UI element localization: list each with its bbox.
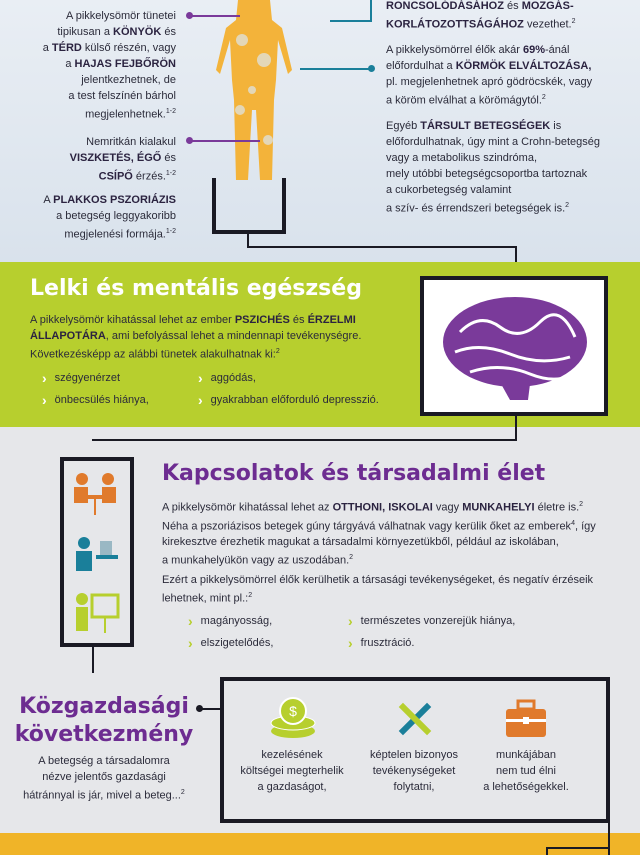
body-symptoms-section	[0, 0, 640, 262]
connector-line	[546, 847, 548, 855]
econ-item-cost: kezelésének költségei megterhelik a gazdaságot,	[240, 749, 344, 793]
econ-item-activities: képtelen bizonyos tevékenységeket folytatni,	[369, 749, 459, 793]
list-item: › természetes vonzerejük hiánya,	[348, 613, 516, 629]
connector-line	[300, 68, 372, 70]
body-text-elbow-knee: A pikkelysömör tünetei tipikusan a KÖNYÖK és a TÉRD külső részén, vagy a HAJAS FEJBŐRÖN jelentkezhetnek, de a test felszínén bárhol megjelenhetnek.$^{1-2}$	[42, 10, 176, 121]
connector-dot	[368, 65, 375, 72]
body-figure-frame	[212, 178, 286, 234]
mental-paragraph: A pikkelysömör kihatással lehet az ember PSZICHÉS és ÉRZELMI ÁLLAPOTÁRA, ami befolyással lehet a mindennapi tevékenységre. Következésképp az alábbi tünetek alakulhatnak ki:$^2$	[30, 314, 362, 361]
econ-paragraph: A betegség a társadalomra nézve jelentős gazdasági hátránnyal is jár, mivel a beteg...$^2$	[23, 755, 185, 802]
social-paragraph-1: A pikkelysömör kihatással lehet az OTTHONI, ISKOLAI vagy MUNKAHELYI életre is.$^2$ Néha a pszoriázisos betegek gúny tárgyává válhatnak vagy kerülik őket az emberek$^4$, így kirekesztve érezhetik magukat a társadalmi környezetükből, például az iskolában, a munkahelyükön vagy az uszodában.$^2$	[162, 501, 596, 567]
svg-text:$: $	[289, 703, 297, 719]
connector-line	[546, 847, 610, 849]
connector-dot	[186, 12, 193, 19]
connector-line	[370, 0, 372, 20]
connector-line	[92, 439, 517, 441]
list-item: › szégyenérzet	[42, 370, 121, 386]
body-text-plaque: A PLAKKOS PSZORIÁZIS a betegség leggyakoribb megjelenési formája.$^{1-2}$	[43, 194, 176, 241]
economic-section	[0, 663, 640, 833]
connector-line	[330, 20, 372, 22]
tools-icon	[392, 697, 438, 741]
list-item: › elszigetelődés,	[188, 635, 274, 651]
connector-line	[92, 663, 94, 673]
connector-line	[190, 15, 240, 17]
brain-icon	[440, 292, 590, 402]
connector-line	[608, 833, 610, 855]
list-item: › frusztráció.	[348, 635, 415, 651]
human-body-illustration	[212, 0, 296, 185]
econ-item-work: munkájában nem tud élni a lehetőségekkel.	[483, 749, 569, 793]
connector-line	[92, 647, 94, 663]
body-text-itching: Nemritkán kialakul VISZKETÉS, ÉGŐ és CSÍPŐ érzés.$^{1-2}$	[69, 136, 176, 183]
connector-line	[608, 803, 610, 833]
connector-line	[200, 708, 222, 710]
body-text-comorbidities: Egyéb TÁRSULT BETEGSÉGEK is előfordulhatnak, úgy mint a Crohn-betegség vagy a metabolikus szindróma, mely utóbbi betegségcsoportba tartoznak a cukorbetegség valamint a szív- és érrendszeri betegségek is.$^2$	[386, 120, 601, 215]
briefcase-icon	[504, 699, 548, 739]
list-item: › gyakrabban előforduló depresszió.	[198, 392, 379, 408]
body-text-joints: RONCSOLÓDÁSÁHOZ és MOZGÁS- KORLÁTOZOTTSÁGÁHOZ vezethet.$^2$	[386, 0, 576, 31]
social-section-title: Kapcsolatok és társadalmi élet	[162, 461, 546, 486]
money-icon	[266, 697, 320, 741]
social-life-section	[0, 427, 640, 663]
connector-line	[247, 246, 517, 248]
mental-section-title: Lelki és mentális egészség	[30, 276, 362, 301]
econ-section-title: Közgazdasági következmény	[14, 694, 194, 747]
body-text-nails: A pikkelysömörrel élők akár 69%-ánál előfordulhat a KÖRMÖK ELVÁLTOZÁSA, pl. megjelenhetnek apró gödröcskék, vagy a köröm elválhat a körömágytól.$^2$	[386, 44, 593, 107]
office-worker-icon	[70, 533, 120, 577]
list-item: › magányosság,	[188, 613, 273, 629]
table-people-icon	[70, 471, 120, 517]
list-item: › aggódás,	[198, 370, 256, 386]
connector-dot	[186, 137, 193, 144]
social-paragraph-2: Ezért a pikkelysömörrel élők kerülhetik a társasági tevékenységeket, és negatív érzéseik lehetnek, mint pl.:$^2$	[162, 574, 594, 605]
footer-strip	[0, 833, 640, 855]
list-item: › önbecsülés hiánya,	[42, 392, 149, 408]
presenter-icon	[70, 591, 120, 637]
mental-health-section	[0, 262, 640, 427]
connector-line	[515, 427, 517, 441]
connector-line	[190, 140, 260, 142]
